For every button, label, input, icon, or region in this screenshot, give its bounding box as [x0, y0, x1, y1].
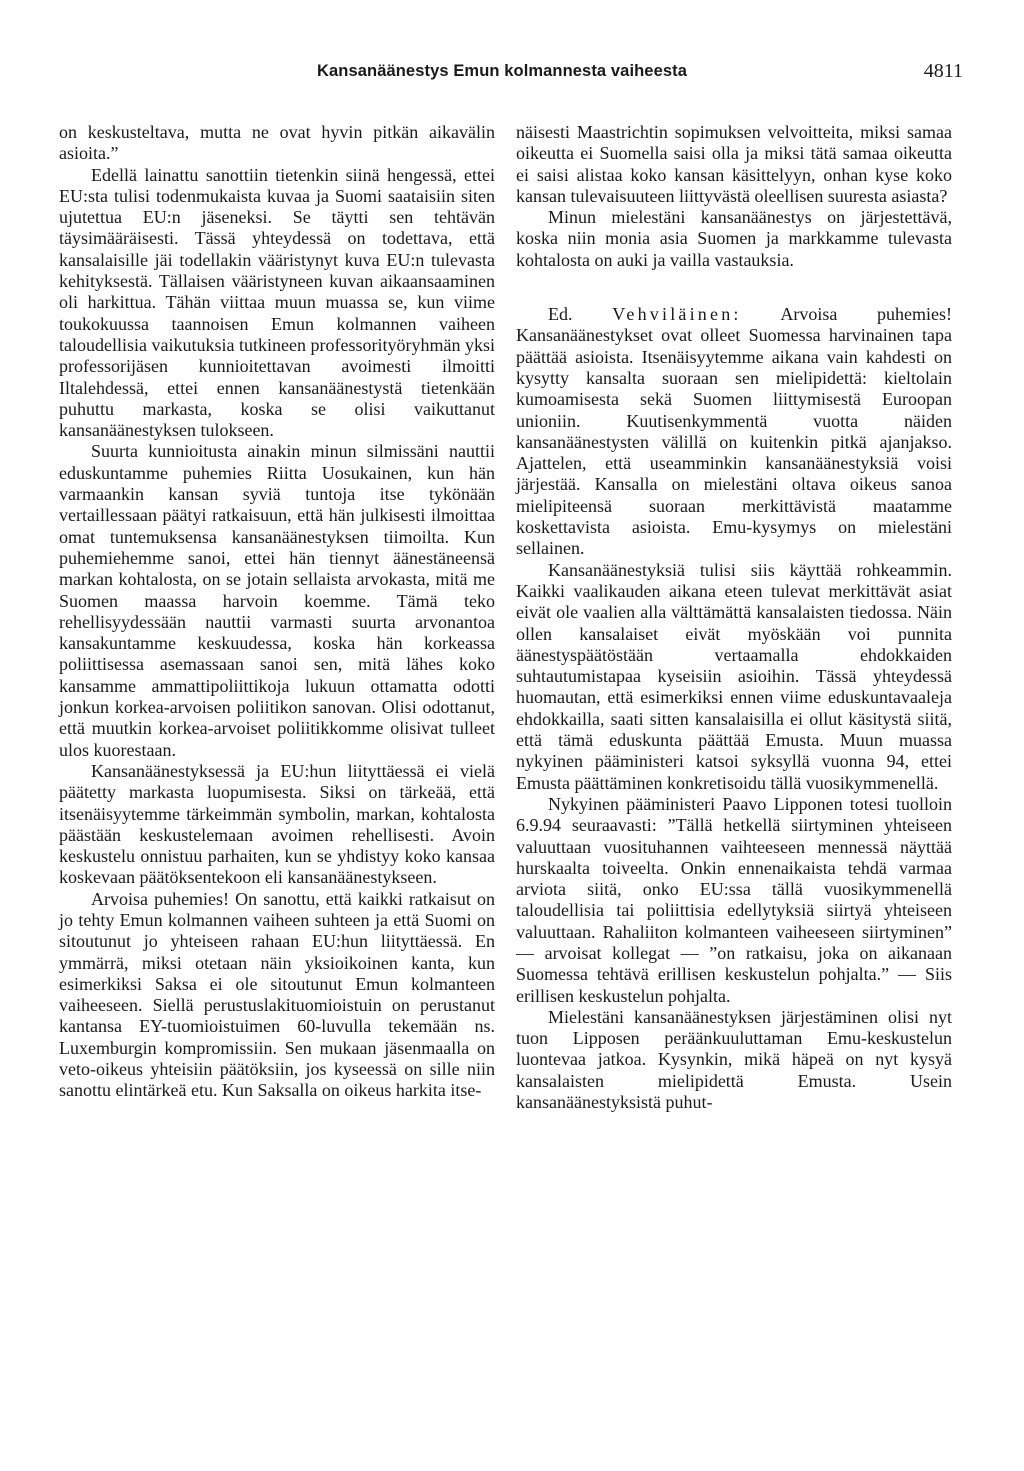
- paragraph: Arvoisa puhemies! On sanottu, että kaikki ratkaisut on jo tehty Emun kolmannen vaiheen suhteen ja että Suomi on sitoutunut jo yhteiseen rahaan EU:hun liityttäessä. En ymmärrä, miksi otetaan näin yksioikoinen kanta, kun esimerkiksi Saksa ei ole sitoutunut Emun kolmanteen vaiheeseen. Siellä perustuslakituomioistuin on perustanut kantansa EY-tuomioistuimen 60-luvulla tekemään ns. Luxemburgin kompromissiin. Sen mukaan jäsenmaalla on veto-oikeus yhteisiin päätöksiin, jos kyseessä on sille niin sanottu elintärkeä etu. Kun Saksalla on oikeus harkita itse-: [59, 888, 495, 1101]
- paragraph: Kansanäänestyksessä ja EU:hun liityttäessä ei vielä päätetty markasta luopumisesta. Siksi on tärkeää, että itsenäisyytemme tärkeimmän symbolin, markan, kohtalosta päästään keskustelemaan avoimen rehellisesti. Avoin keskustelu onnistuu parhaiten, kun se yhdistyy koko kansaa koskevaan päätöksentekoon eli kansanäänestykseen.: [59, 760, 495, 888]
- right-column: [516, 122, 952, 1113]
- speech-paragraph: [516, 304, 952, 560]
- paragraph: Minun mielestäni kansanäänestys on järjestettävä, koska niin monia asia Suomen ja markkamme tulevasta kohtalosta on auki ja vailla vastauksia.: [516, 207, 952, 270]
- paragraph: on keskusteltava, mutta ne ovat hyvin pitkän aikavälin asioita.”: [59, 122, 495, 164]
- running-title: Kansanäänestys Emun kolmannesta vaiheesta: [317, 62, 688, 80]
- left-column: [59, 122, 495, 1102]
- paragraph: Edellä lainattu sanottiin tietenkin siinä hengessä, ettei EU:sta tulisi todenmukaista kuvaa ja Suomi saataisiin siten ujutettua EU:n jäseneksi. Se täytti sen tehtävän täysimääräisesti. Tässä yhteydessä on todettava, että kansalaisille jäi todellakin vääristynyt kuva EU:n tulevasta kehityksestä. Tällaisen vääristyneen kuvan aikaansaaminen oli harkittua. Tähän viittaa muun muassa se, kun viime toukokuussa taannoisen Emun kolmannen vaiheen taloudellisia vaikutuksia tutkineen professorityöryhmän yksi professorijäsen kunnioitettavan avoimesti ilmoitti Iltalehdessä, ettei ennen kansanäänestystä tietenkään puhuttu markasta, koska se olisi vaikuttanut kansanäänestyksen tulokseen.: [59, 164, 495, 441]
- speech-text: Arvoisa puhemies! Kansanäänestykset ovat olleet Suomessa harvinainen tapa päättää asioista. Itsenäisyytemme aikana vain kahdesti on kysytty kansalta suoraan sen mielipidettä: kieltolain kumoamisesta sekä Suomen liittymisestä Euroopan unioniin. Kuutisenkymmentä vuotta näiden kansanäänestysten välillä on kuitenkin pitkä ajanjakso. Ajattelen, että useamminkin kansanäänestyksiä voisi järjestää. Kansalla on mielestäni oltava oikeus sanoa mielipiteensä suoraan merkittävistä maatamme koskettavista asioista. Emu-kysymys on mielestäni sellainen.: [516, 304, 953, 559]
- paragraph: Nykyinen pääministeri Paavo Lipponen totesi tuolloin 6.9.94 seuraavasti: ”Tällä hetkellä siirtyminen yhteiseen valuuttaan vuosituhannen vaihteeseen mennessä näyttää hurskaalta toiveelta. Onkin ennenaikaista tehdä varmaa arviota siitä, onko EU:ssa tällä vuosikymmenellä taloudellisia tai poliittisia edellytyksiä siirtyä yhteiseen valuuttaan. Rahaliiton kolmanteen vaiheeseen siirtyminen” — arvoisat kollegat — ”on ratkaisu, joka on aikanaan Suomessa tehtävä erillisen keskustelun pohjalta.” — Siis erillisen keskustelun pohjalta.: [516, 793, 952, 1006]
- page-header: [60, 62, 963, 90]
- paragraph: Suurta kunnioitusta ainakin minun silmissäni nauttii eduskuntamme puhemies Riitta Uosukainen, kun hän varmaankin kansan syviä tuntoja itse tykönään vertaillessaan päätyi ratkaisuun, että hän julkisesti ilmoittaa omat tuntemuksensa kansanäänestyksen tiimoilta. Kun puhemiehemme sanoi, ettei hän tiennyt äänestäneensä markan kohtalosta, on se jotain sellaista arvokasta, mitä me Suomen maassa harvoin koemme. Tämä teko rehellisyydessään nauttii varmasti suurta arvonantoa kansakuntamme keskuudessa, koska hän korkeassa poliittisessa asemassaan sanoi sen, mitä lähes koko kansamme ammattipoliittikoja lukuun ottamatta odotti jonkun korkea-arvoisen poliitikon sanovan. Olisi odottanut, että muutkin korkea-arvoiset poliitikkomme olisivat tulleet ulos kuorestaan.: [59, 441, 495, 760]
- page-number: 4811: [923, 60, 963, 82]
- speaker-prefix: Ed.: [548, 304, 573, 325]
- speaker-name: Vehviläinen:: [612, 304, 742, 325]
- paragraph: Mielestäni kansanäänestyksen järjestäminen olisi nyt tuon Lipposen peräänkuuluttaman Emu-keskustelun luontevaa jatkoa. Kysynkin, mikä häpeä on nyt kysyä kansalaisten mielipidettä Emusta. Usein kansanäänestyksistä puhut-: [516, 1006, 952, 1113]
- paragraph: näisesti Maastrichtin sopimuksen velvoitteita, miksi samaa oikeutta ei Suomella saisi olla ja miksi tätä samaa oikeutta ei saisi alistaa koko kansan käsittelyyn, onhan kyse koko kansan tulevaisuuteen liittyvästä oleellisen suuresta asiasta?: [516, 122, 952, 206]
- paragraph: Kansanäänestyksiä tulisi siis käyttää rohkeammin. Kaikki vaalikauden aikana eteen tulevat merkittävät asiat eivät ole vaalien alla välttämättä kansalaisten tiedossa. Näin ollen kansalaiset eivät myöskään voi punnita äänestyspäätöstään vertaamalla ehdokkaiden suhtautumistapaa kyseisiin asioihin. Tässä yhteydessä huomautan, että esimerkiksi ennen viime eduskuntavaaleja ehdokkailla, saati sitten kansalaisilla ei ollut käsitystä siitä, että tämä eduskunta päättää Emusta. Muun muassa nykyinen pääministeri katsoi syksyllä vuonna 94, ettei Emusta päättäminen konkretisoidu tällä vuosikymmenellä.: [516, 559, 952, 793]
